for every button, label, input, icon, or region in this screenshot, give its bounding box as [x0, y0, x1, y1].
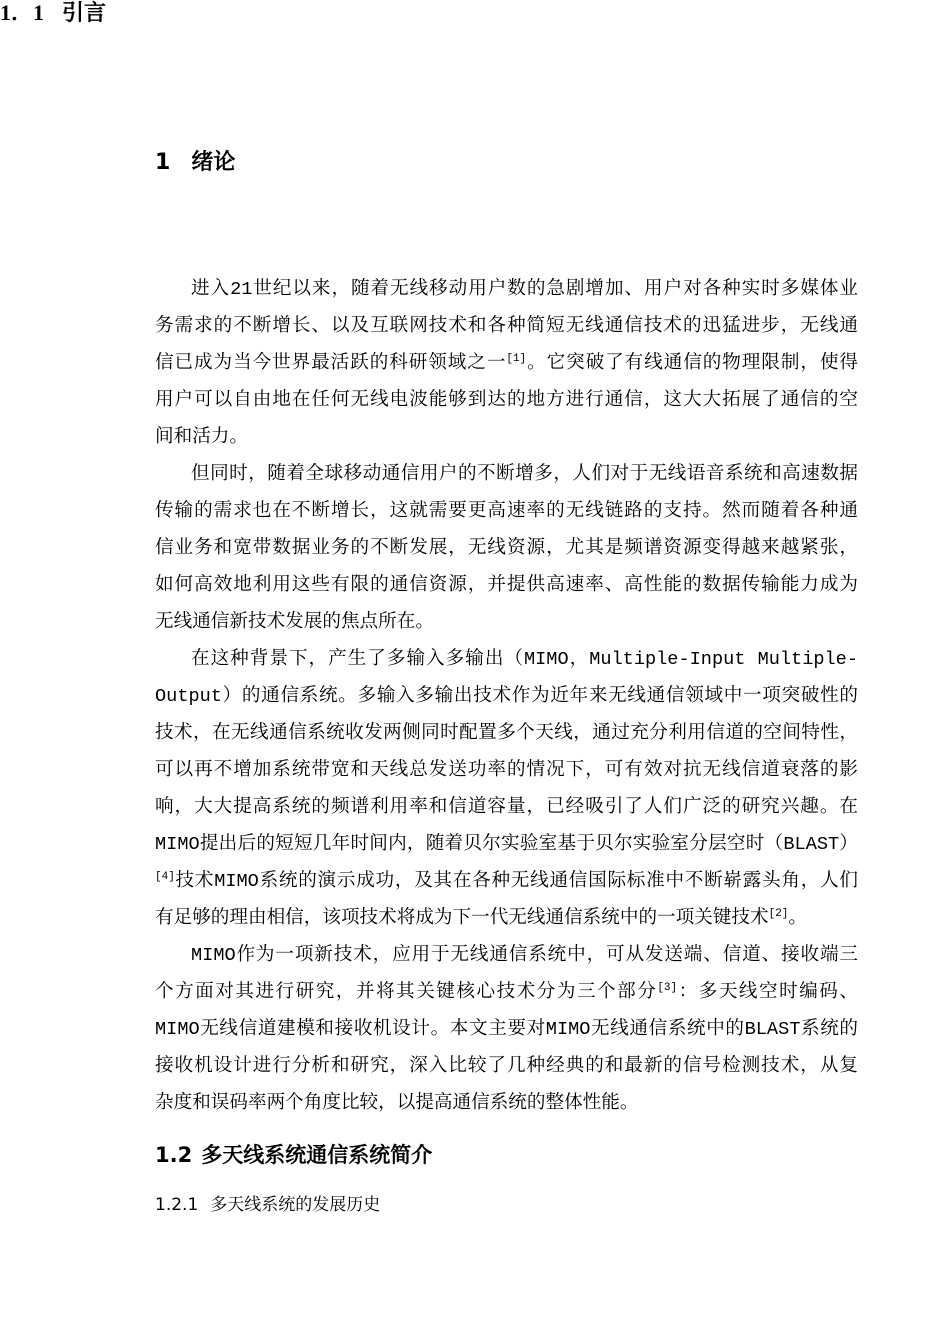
text-line: 传输的需求也在不断增长，这就需要更高速率的无线链路的支持。然而随着各种通: [155, 501, 858, 522]
text-line: [155, 900, 858, 937]
body-text: [155, 271, 858, 1122]
text-segment: ：多天线空时编码、: [677, 982, 858, 1003]
text-segment: 。: [788, 908, 808, 929]
paragraph-3: [155, 641, 858, 937]
text-line: 如何高效地利用这些有限的通信资源，并提供高速率、高性能的数据传输能力成为: [155, 575, 858, 596]
paragraph-2: [155, 456, 858, 641]
text-line: 在这种背景下，产生了多输入多输出（MIMO，Multiple-Input Multiple-: [191, 649, 858, 670]
text-segment: 个方面对其进行研究，并将其关键核心技术分为三个部分: [155, 982, 658, 1003]
section-heading-1-1: [0, 0, 950, 26]
text-line: 响，大大提高系统的频谱利用率和信道容量，已经吸引了人们广泛的研究兴趣。在: [155, 797, 858, 818]
text-line: 可以再不增加系统带宽和天线总发送功率的情况下，可有效对抗无线信道衰落的影: [155, 760, 858, 781]
text-line: 技术，在无线通信系统收发两侧同时配置多个天线，通过充分利用信道的空间特性，: [155, 723, 858, 744]
section-number: 1.2: [155, 1143, 193, 1167]
chapter-number: 1: [155, 150, 171, 175]
subsection-number: 1.2.1: [155, 1195, 199, 1215]
citation-superscript: [2]: [768, 908, 789, 920]
chapter-title: 绪论: [191, 150, 236, 175]
subsection-title: 多天线系统的发展历史: [210, 1195, 381, 1215]
text-segment: 。它突破了有线通信的物理限制，使得: [526, 353, 858, 374]
text-segment: 有足够的理由相信，该项技术将成为下一代无线通信系统中的一项关键技术: [155, 908, 769, 929]
citation-superscript: [1]: [506, 353, 527, 365]
paragraph-4: [155, 937, 858, 1122]
citation-superscript: [4]: [155, 871, 175, 883]
text-line: 无线通信新技术发展的焦点所在。: [155, 612, 434, 633]
text-line: [155, 863, 858, 900]
text-line: 但同时，随着全球移动通信用户的不断增多，人们对于无线语音系统和高速数据: [191, 464, 858, 485]
text-line: 接收机设计进行分析和研究，深入比较了几种经典的和最新的信号检测技术，从复: [155, 1056, 858, 1077]
section-title: 引言: [62, 0, 107, 25]
section-heading-1-2: [155, 1142, 432, 1168]
text-line: MIMO无线信道建模和接收机设计。本文主要对MIMO无线通信系统中的BLAST系统的: [155, 1019, 858, 1040]
text-line: 信业务和宽带数据业务的不断发展，无线资源，尤其是频谱资源变得越来越紧张，: [155, 538, 858, 559]
section-number: 1．1: [0, 0, 45, 25]
citation-superscript: [3]: [657, 982, 678, 994]
text-line: 务需求的不断增长、以及互联网技术和各种简短无线通信技术的迅猛进步，无线通: [155, 316, 858, 337]
text-line: 用户可以自由地在任何无线电波能够到达的地方进行通信，这大大拓展了通信的空: [155, 390, 858, 411]
text-segment: 技术MIMO系统的演示成功，及其在各种无线通信国际标准中不断崭露头角，人们: [174, 871, 858, 892]
text-line: [155, 974, 858, 1011]
text-line: MIMO提出后的短短几年时间内，随着贝尔实验室基于贝尔实验室分层空时（BLAST）: [155, 834, 858, 855]
paragraph-1: [155, 271, 858, 456]
text-segment: 信已成为当今世界最活跃的科研领域之一: [155, 353, 507, 374]
text-line: 杂度和误码率两个角度比较，以提高通信系统的整体性能。: [155, 1093, 639, 1114]
chapter-heading: [155, 150, 235, 176]
subsection-heading-1-2-1: [155, 1193, 380, 1217]
text-line: Output）的通信系统。多输入多输出技术作为近年来无线通信领域中一项突破性的: [155, 686, 858, 707]
section-title: 多天线系统通信系统简介: [201, 1143, 433, 1167]
text-line: MIMO作为一项新技术，应用于无线通信系统中，可从发送端、信道、接收端三: [191, 945, 858, 966]
text-line: 间和活力。: [155, 427, 248, 448]
text-line: [155, 345, 858, 382]
text-line: 进入21世纪以来，随着无线移动用户数的急剧增加、用户对各种实时多媒体业: [191, 279, 858, 300]
